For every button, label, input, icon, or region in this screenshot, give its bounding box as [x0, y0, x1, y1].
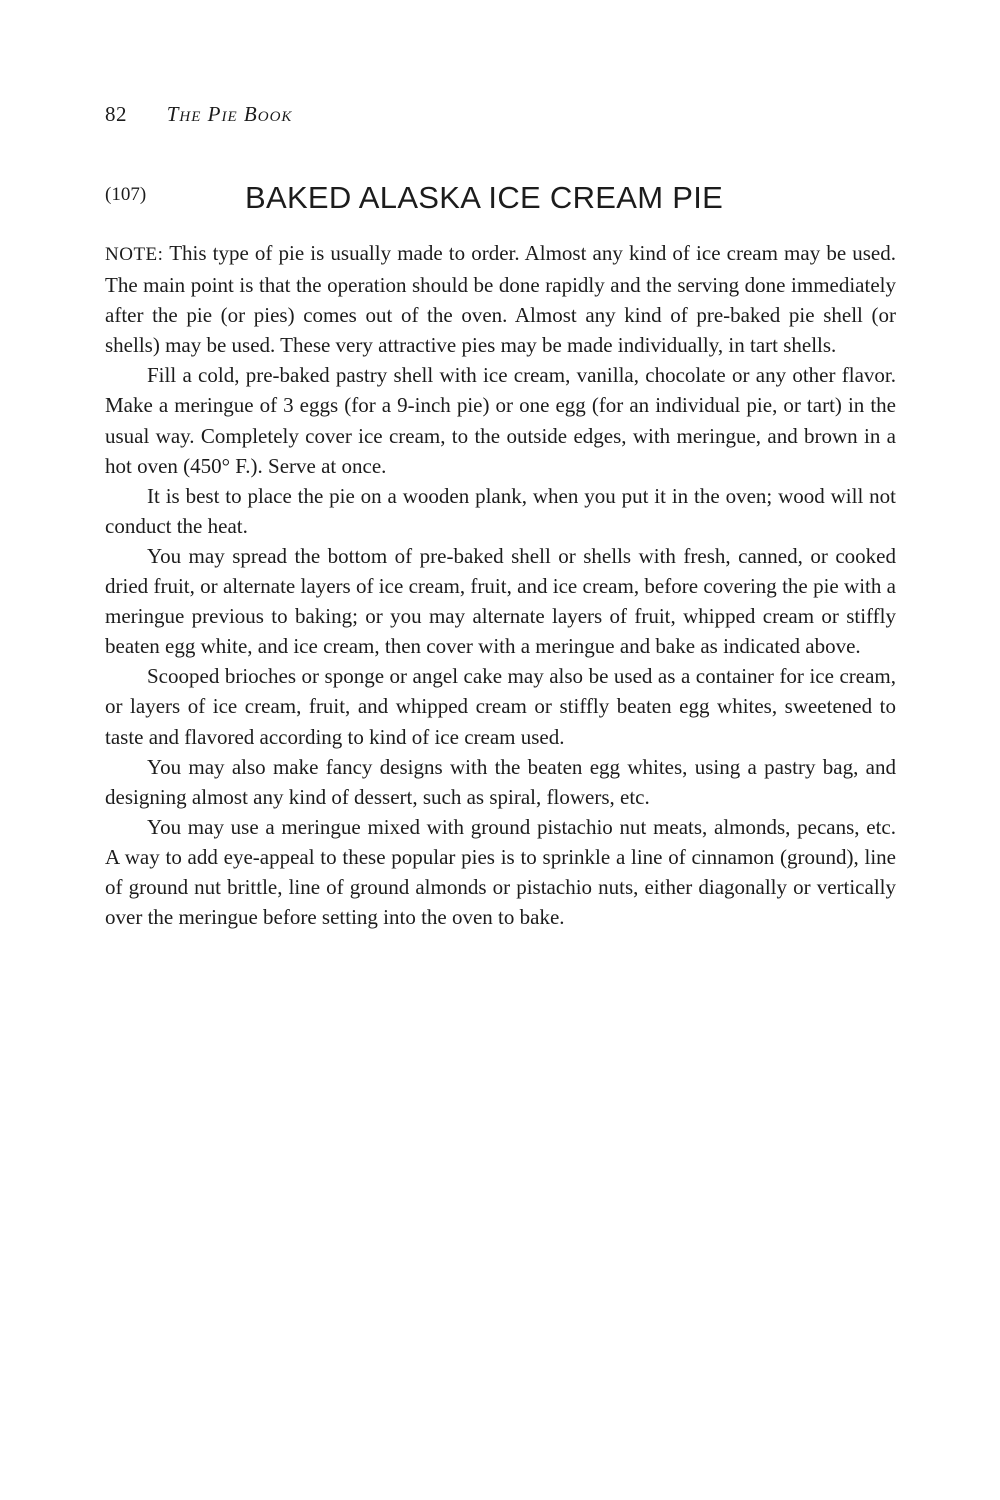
- recipe-title: BAKED ALASKA ICE CREAM PIE: [245, 180, 724, 215]
- running-header: [105, 102, 292, 127]
- paragraph-wooden-plank: It is best to place the pie on a wooden plank, when you put it in the oven; wood will not conduct the heat.: [105, 483, 896, 538]
- paragraph-meringue-nuts: You may use a meringue mixed with ground pistachio nut meats, almonds, pecans, etc. A way to add eye-appeal to these popular pies is to sprinkle a line of cinnamon (ground), line of ground nut brittle, line of ground almonds or pistachio nuts, either diagonally or vertically over the meringue before setting into the oven to bake.: [105, 814, 896, 930]
- paragraph-fill-shell: Fill a cold, pre-baked pastry shell with ice cream, vanilla, chocolate or any other flavor. Make a meringue of 3 eggs (for a 9-inch pie) or one egg (for an individual pie, or tart) in the usual way. Completely cover ice cream, to the outside edges, with meringue, and brown in a hot oven (450° F.). Serve at once.: [105, 363, 896, 478]
- paragraph-fancy-designs: You may also make fancy designs with the beaten egg whites, using a pastry bag, and designing almost any kind of dessert, such as spiral, flowers, etc.: [105, 754, 896, 809]
- recipe-body: [105, 238, 896, 932]
- note-paragraph: [105, 238, 896, 360]
- book-title: The Pie Book: [166, 102, 293, 126]
- page-number: 82: [105, 102, 127, 126]
- paragraph-fruit-layers: You may spread the bottom of pre-baked shell or shells with fresh, canned, or cooked dried fruit, or alternate layers of ice cream, fruit, and ice cream, before covering the pie with a meringue previous to baking; or you may alternate layers of fruit, whipped cream or stiffly beaten egg white, and ice cream, then cover with a meringue and bake as indicated above.: [105, 543, 896, 659]
- paragraph-brioches: Scooped brioches or sponge or angel cake may also be used as a container for ice cream, or layers of ice cream, fruit, and whipped cream or stiffly beaten egg whites, sweetened to taste and flavored according to kind of ice cream used.: [105, 664, 896, 749]
- recipe-number: (107): [105, 184, 147, 205]
- note-label: NOTE:: [105, 244, 164, 265]
- recipe-heading: [105, 180, 896, 220]
- note-text: This type of pie is usually made to order. Almost any kind of ice cream may be used. The main point is that the operation should be done rapidly and the serving done immediately after the pie (or pies) comes out of the oven. Almost any kind of pre-baked pie shell (or shells) may be used. These very attractive pies may be made individually, in tart shells.: [105, 241, 896, 358]
